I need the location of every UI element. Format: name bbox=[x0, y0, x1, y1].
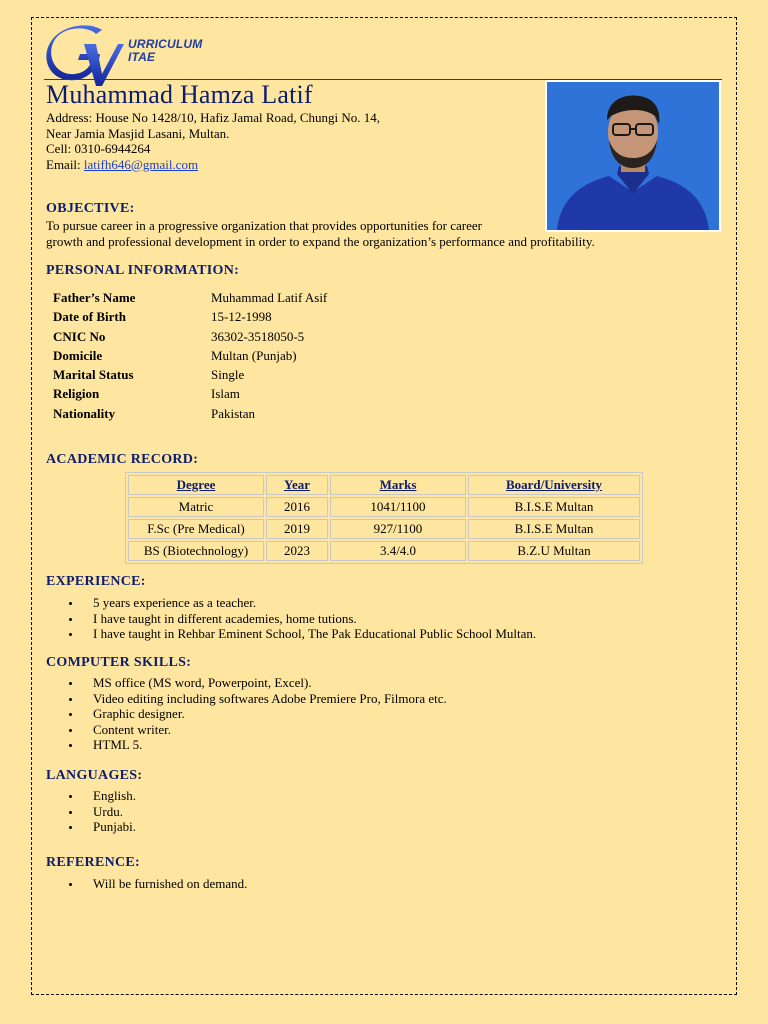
table-row: BS (Biotechnology) 2023 3.4/4.0 B.Z.U Multan bbox=[128, 541, 640, 561]
academic-table bbox=[125, 472, 643, 564]
list-item: Video editing including softwares Adobe Premiere Pro, Filmora etc. bbox=[46, 691, 447, 707]
candidate-name: Muhammad Hamza Latif bbox=[46, 80, 313, 109]
list-item: Will be furnished on demand. bbox=[46, 876, 247, 892]
cell-number: Cell: 0310-6944264 bbox=[46, 141, 151, 156]
list-item: Punjabi. bbox=[46, 819, 136, 835]
reference-list bbox=[46, 876, 247, 892]
objective-heading: OBJECTIVE: bbox=[46, 201, 135, 216]
languages-heading: LANGUAGES: bbox=[46, 768, 143, 783]
address-line-1: Address: House No 1428/10, Hafiz Jamal Road, Chungi No. 14, bbox=[46, 110, 380, 125]
reference-heading: REFERENCE: bbox=[46, 855, 141, 870]
computer-skills-heading: COMPUTER SKILLS: bbox=[46, 655, 192, 670]
profile-photo bbox=[545, 80, 721, 232]
person-photo-icon bbox=[547, 82, 719, 230]
languages-list bbox=[46, 788, 136, 835]
list-item: English. bbox=[46, 788, 136, 804]
experience-list bbox=[46, 595, 536, 642]
table-row: F.Sc (Pre Medical) 2019 927/1100 B.I.S.E Multan bbox=[128, 519, 640, 539]
logo-text: URRICULUM ITAE bbox=[128, 37, 203, 64]
personal-info-heading: PERSONAL INFORMATION: bbox=[46, 263, 240, 278]
experience-heading: EXPERIENCE: bbox=[46, 574, 146, 589]
email-row: Email: latifh646@gmail.com bbox=[46, 156, 199, 172]
list-item: I have taught in Rehbar Eminent School, The Pak Educational Public School Multan. bbox=[46, 626, 536, 642]
list-item: MS office (MS word, Powerpoint, Excel). bbox=[46, 675, 447, 691]
table-header-row bbox=[128, 475, 640, 495]
column-header: Board/University bbox=[468, 475, 640, 495]
contact-block bbox=[46, 110, 380, 172]
column-header: Year bbox=[266, 475, 328, 495]
list-item: Content writer. bbox=[46, 722, 447, 738]
table-row: Matric 2016 1041/1100 B.I.S.E Multan bbox=[128, 497, 640, 517]
list-item: I have taught in different academies, home tutions. bbox=[46, 611, 536, 627]
list-item: Graphic designer. bbox=[46, 706, 447, 722]
academic-heading: ACADEMIC RECORD: bbox=[46, 452, 199, 467]
address-line-2: Near Jamia Masjid Lasani, Multan. bbox=[46, 125, 230, 141]
list-item: 5 years experience as a teacher. bbox=[46, 595, 536, 611]
objective-text: To pursue career in a progressive organization that provides opportunities for career growth and professional development in order to expand the organization’s performance and profitability. bbox=[46, 218, 595, 249]
email-link[interactable]: latifh646@gmail.com bbox=[83, 156, 199, 172]
list-item: HTML 5. bbox=[46, 737, 447, 753]
column-header: Degree bbox=[128, 475, 264, 495]
column-header: Marks bbox=[330, 475, 466, 495]
list-item: Urdu. bbox=[46, 804, 136, 820]
computer-skills-list bbox=[46, 675, 447, 753]
